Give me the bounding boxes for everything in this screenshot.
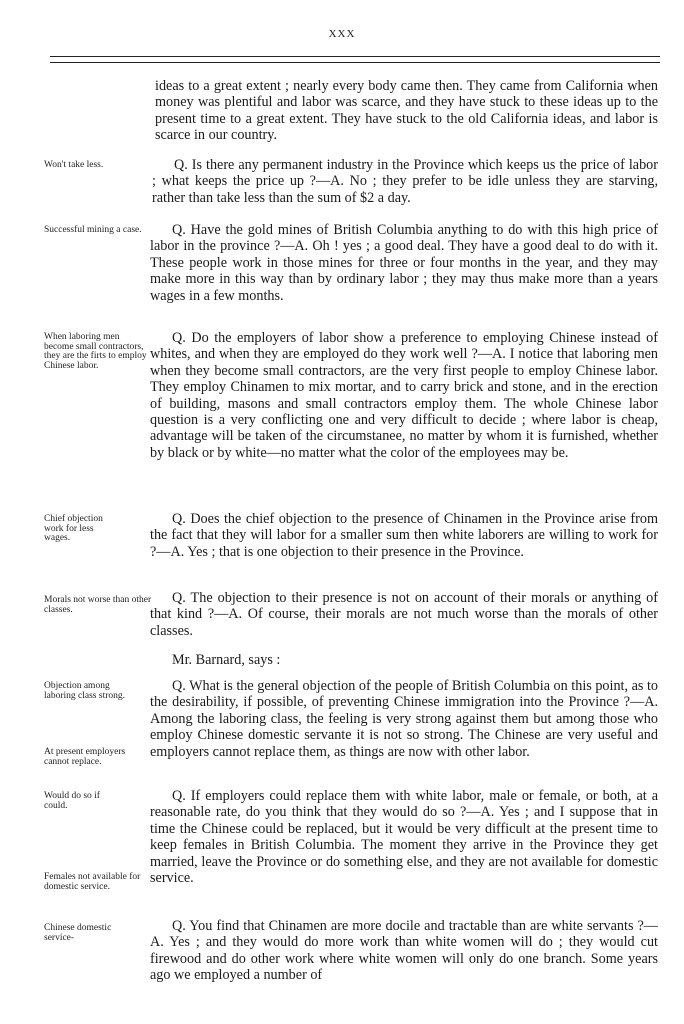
paragraph-docile-tractable: Q. You find that Chinamen are more docile and tractable than are white servants ?—A. Yes ; and they would do more work than white women will do ; they would cut firewood and do other work where white women will only do one branch. Some years ago we employed a number of — [150, 918, 658, 984]
speaker-mr-barnard: Mr. Barnard, says : — [172, 652, 281, 668]
paragraph-gold-mines: Q. Have the gold mines of British Columbia anything to do with this high price of labor in the province ?—A. Oh ! yes ; a good deal. They have a good deal to do with it. These people work in those mines for three or four months in the year, and they may make more in this way than by ordinary labor ; they may thus make more than a years wages in a few months. — [150, 222, 658, 304]
sidenote-wont-take-less: Won't take less. — [44, 160, 104, 170]
paragraph-chief-objection: Q. Does the chief objection to the presence of Chinamen in the Province arise from the fact that they will labor for a smaller sum then white laborers are willing to work for ?—A. Yes ; that is one objection to their presence in the Province. — [150, 511, 658, 560]
header-rule-bottom — [50, 62, 660, 63]
header-rule-top — [50, 56, 660, 57]
paragraph-permanent-industry: Q. Is there any permanent industry in the Province which keeps us the price of labor ; what keeps the price up ?—A. No ; they prefer to be idle unless they are starving, rather than take less than the sum of $2 a day. — [152, 157, 658, 206]
sidenote-successful-mining: Successful mining a case. — [44, 225, 142, 235]
paragraph-employers-preference: Q. Do the employers of labor show a preference to employing Chinese instead of whites, and when they are employed do they work well ?—A. I notice that laboring men when they become small contractors, are the very first people to employ Chinese labor. They employ Chinamen to mix mortar, and to carry brick and stone, and in the erection of building, masons and small contractors employ them. The whole Chinese labor question is a very conflicting one and very difficult to decide ; where labor is cheap, advantage will be taken of the circumstanee, no matter by whom it is furnished, whether by black or by white—no matter what the color of the employees may be. — [150, 330, 658, 461]
sidenote-morals-not-worse: Morals not worse than other classes. — [44, 595, 152, 615]
paragraph-replace-white-labor: Q. If employers could replace them with white labor, male or female, or both, at a reasonable rate, do you think that they would do so ?—A. Yes ; and I suppose that in time the Chinese could be replaced, but it would be very difficult at the present time to keep females in British Columbia. The moment they arrive in the Province they get married, leave the Province or do something else, and they are not available for domestic service. — [150, 788, 658, 887]
sidenote-chief-objection: Chief objection work for less wages. — [44, 514, 103, 543]
sidenote-objection-laboring-class: Objection among laboring class strong. — [44, 681, 126, 701]
paragraph-general-objection: Q. What is the general objection of the people of British Columbia on this point, as to the desirability, if possible, of preventing Chinese immigration into the Province ?—A. Among the laboring class, the feeling is very strong against them but among those who employ Chinese domestic servante it is not so strong. The Chinese are very useful and employers cannot replace them, as things are now with other labor. — [150, 678, 658, 760]
paragraph-continuation: ideas to a great extent ; nearly every body came then. They came from California when money was plentiful and labor was scarce, and they have stuck to these ideas up to the present time to a great extent. They have stuck to the old California ideas, and labor is scarce in our country. — [155, 78, 658, 144]
sidenote-would-do-so: Would do so if could. — [44, 791, 100, 811]
sidenote-laboring-men-contractors: When laboring men become small contractors, they are the firts to employ Chinese labor. — [44, 332, 147, 371]
sidenote-chinese-domestic-service: Chinese domestic service- — [44, 923, 112, 943]
paragraph-morals: Q. The objection to their presence is not on account of their morals or anything of that kind ?—A. Of course, their morals are not much worse than the morals of other classes. — [150, 590, 658, 639]
sidenote-at-present-employers: At present employers cannot replace. — [44, 747, 126, 767]
sidenote-females-not-available: Females not available for domestic service. — [44, 872, 141, 892]
page-number: XXX — [328, 28, 356, 40]
